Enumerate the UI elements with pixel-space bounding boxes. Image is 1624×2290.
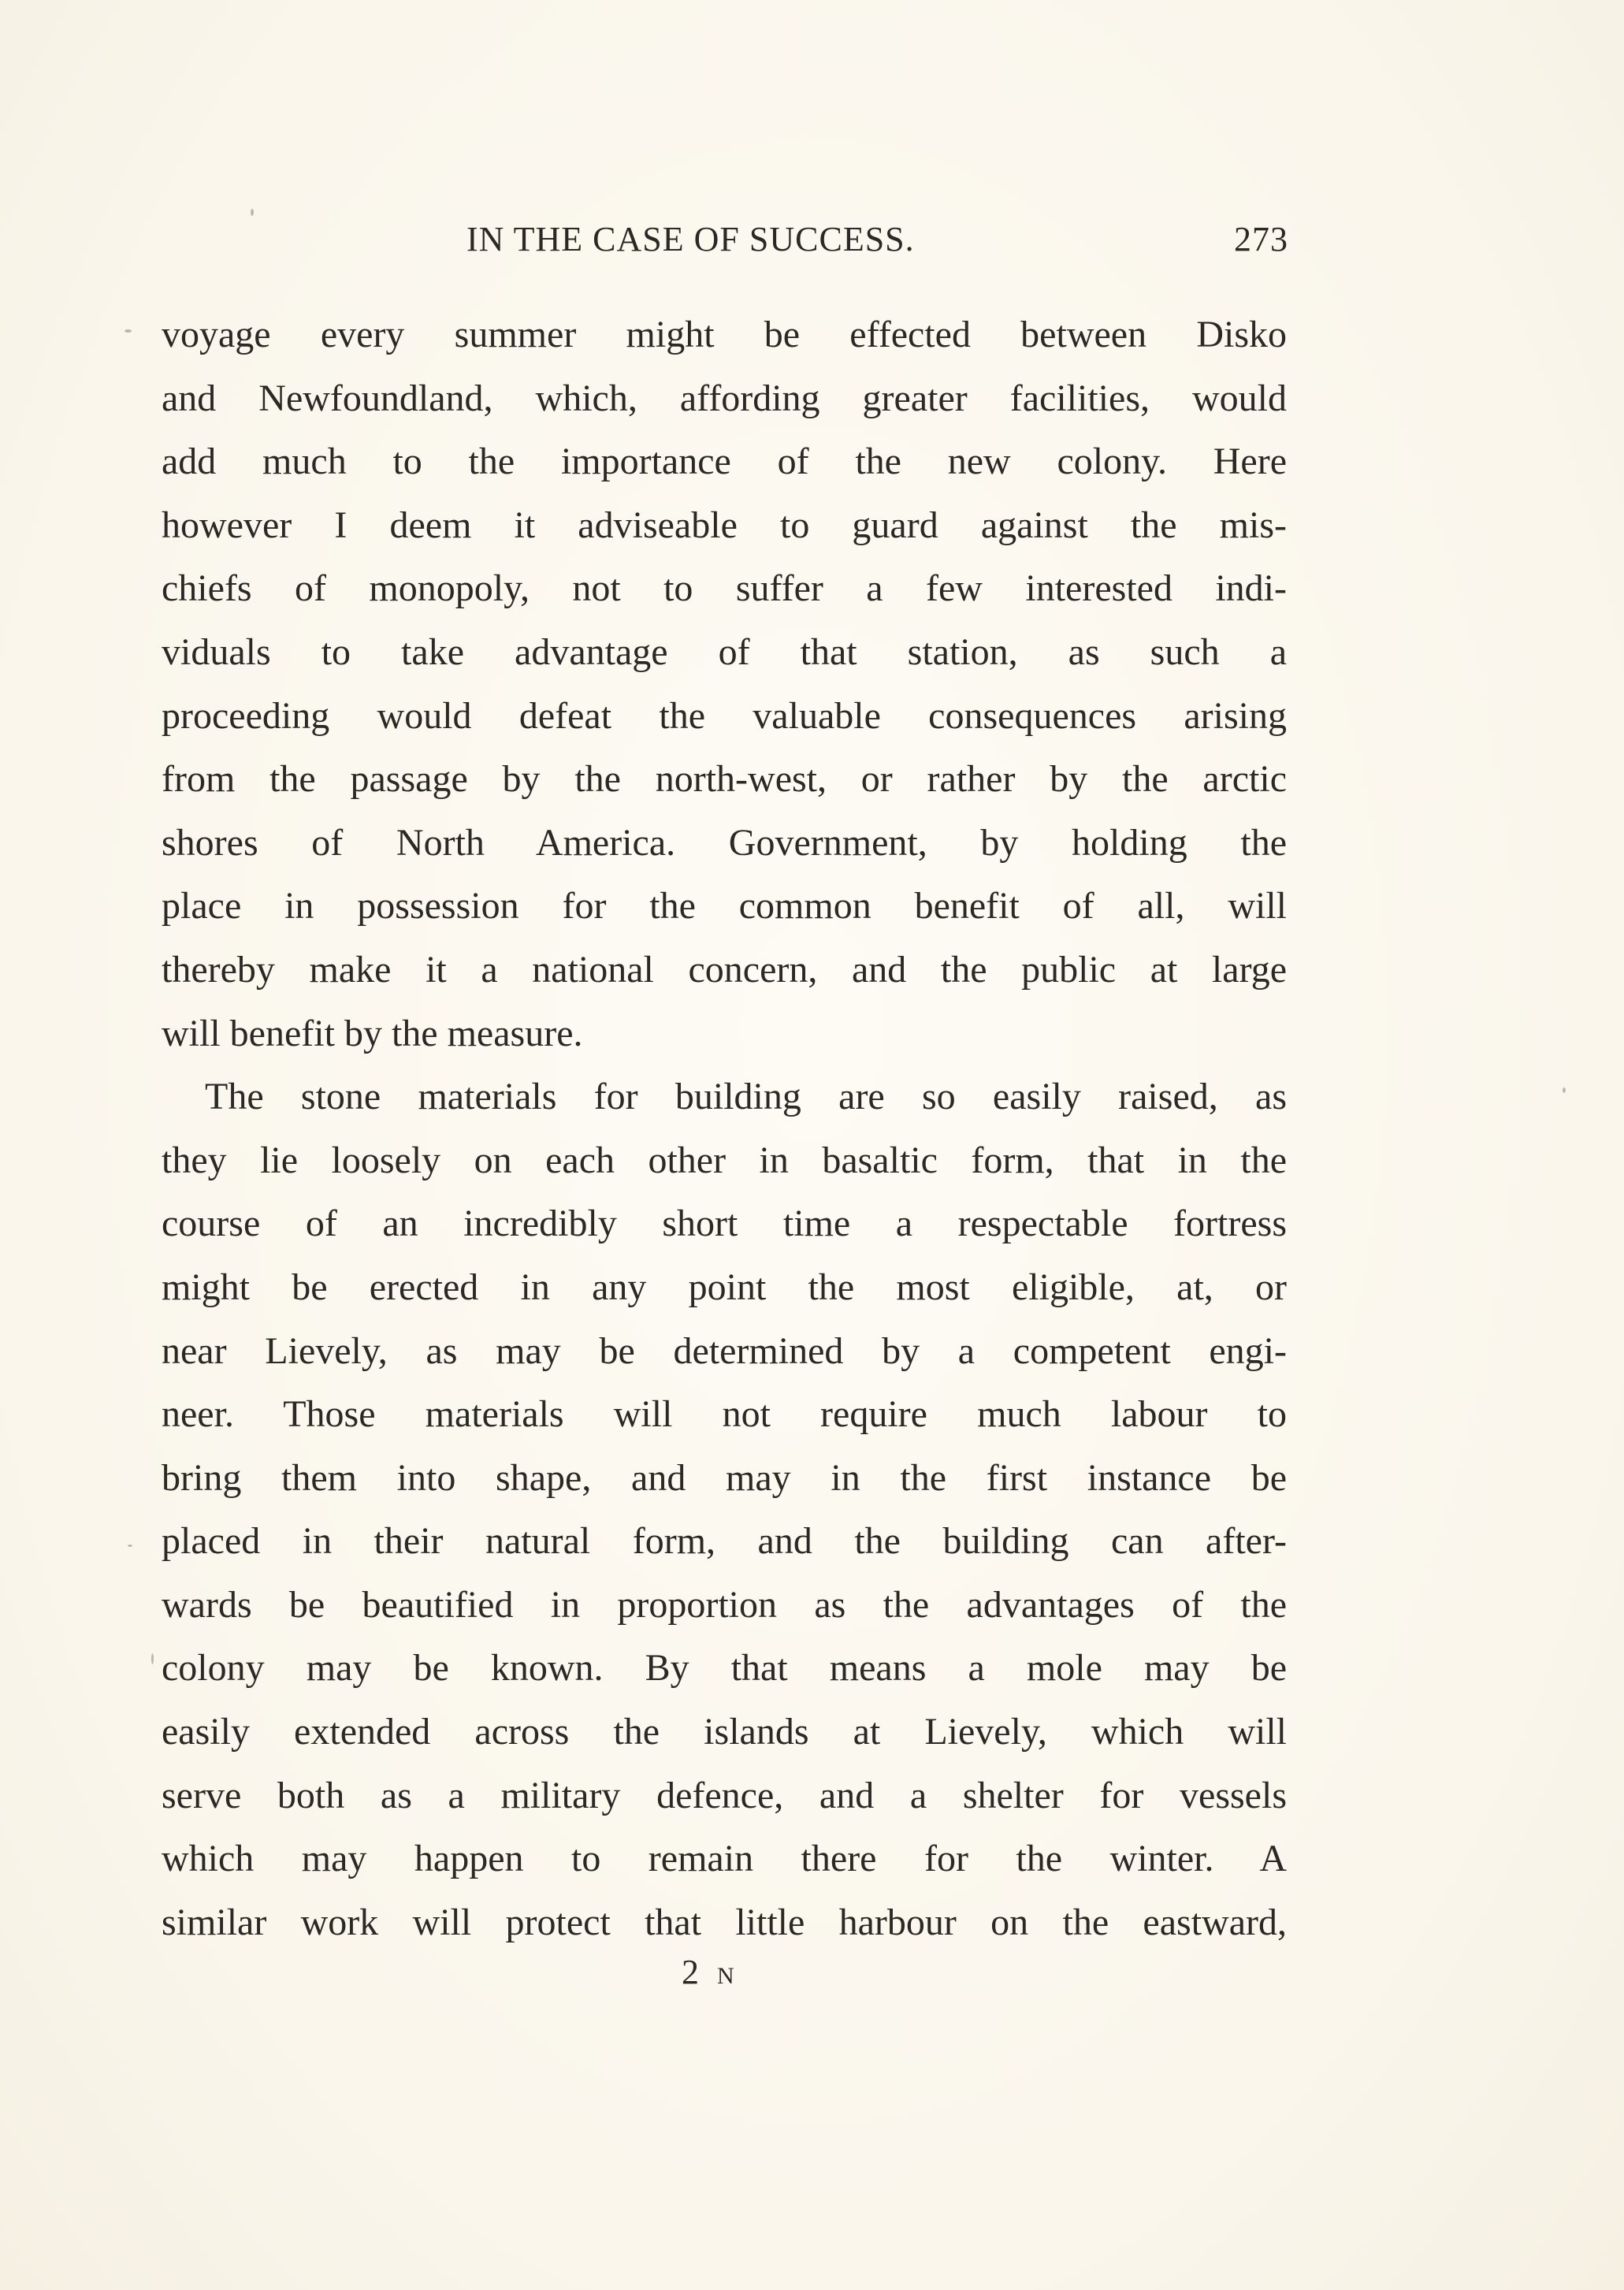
- text-line: thereby make it a national concern, and the public at large: [162, 948, 1287, 991]
- text-line: however I deem it adviseable to guard against the mis-: [162, 504, 1287, 546]
- paragraph-end-line: will benefit by the measure.: [162, 1012, 583, 1054]
- text-line: proceeding would defeat the valuable consequences arising: [162, 694, 1287, 737]
- text-line: easily extended across the islands at Lievely, which will: [162, 1711, 1287, 1753]
- ink-speck: [128, 1545, 132, 1547]
- text-line: place in possession for the common benefit of all, will: [162, 885, 1287, 928]
- text-line: wards be beautified in proportion as the advantages of the: [162, 1583, 1287, 1626]
- text-line: they lie loosely on each other in basaltic form, that in the: [162, 1139, 1287, 1181]
- running-title: IN THE CASE OF SUCCESS.: [466, 220, 915, 258]
- text-line: near Lievely, as may be determined by a competent engi-: [162, 1329, 1287, 1372]
- text-line: placed in their natural form, and the building can after-: [162, 1520, 1287, 1563]
- running-head: [457, 219, 1288, 266]
- signature-mark: [682, 1952, 734, 1992]
- ink-speck: [151, 1653, 154, 1664]
- text-line: chiefs of monopoly, not to suffer a few interested indi-: [162, 567, 1287, 610]
- text-line: shores of North America. Government, by holding the: [162, 821, 1287, 864]
- text-line: viduals to take advantage of that station, as such a: [162, 630, 1287, 673]
- text-line: similar work will protect that little harbour on the eastward,: [162, 1901, 1287, 1943]
- text-line: add much to the importance of the new colony. Here: [162, 441, 1287, 483]
- text-line: serve both as a military defence, and a shelter for vessels: [162, 1774, 1287, 1816]
- ink-speck: [124, 329, 132, 333]
- text-line: from the passage by the north-west, or rather by the arctic: [162, 758, 1287, 801]
- signature-number: 2: [682, 1953, 704, 1991]
- text-line: and Newfoundland, which, affording greater facilities, would: [162, 377, 1287, 419]
- ink-speck: [251, 209, 254, 216]
- text-line: voyage every summer might be effected between Disko: [162, 314, 1287, 355]
- text-line: might be erected in any point the most eligible, at, or: [162, 1266, 1287, 1308]
- text-line: neer. Those materials will not require much labour to: [162, 1393, 1287, 1436]
- text-line: which may happen to remain there for the winter. A: [162, 1838, 1287, 1880]
- signature-letter: N: [717, 1963, 734, 1989]
- text-line: colony may be known. By that means a mole may be: [162, 1647, 1287, 1690]
- paragraph-start-line: The stone materials for building are so easily raised, as: [205, 1076, 1287, 1118]
- text-line: course of an incredibly short time a respectable fortress: [162, 1203, 1287, 1245]
- page-number: 273: [1234, 220, 1288, 258]
- text-line: bring them into shape, and may in the first instance be: [162, 1456, 1287, 1499]
- ink-speck: [1563, 1087, 1566, 1093]
- body-text: [162, 303, 1287, 1954]
